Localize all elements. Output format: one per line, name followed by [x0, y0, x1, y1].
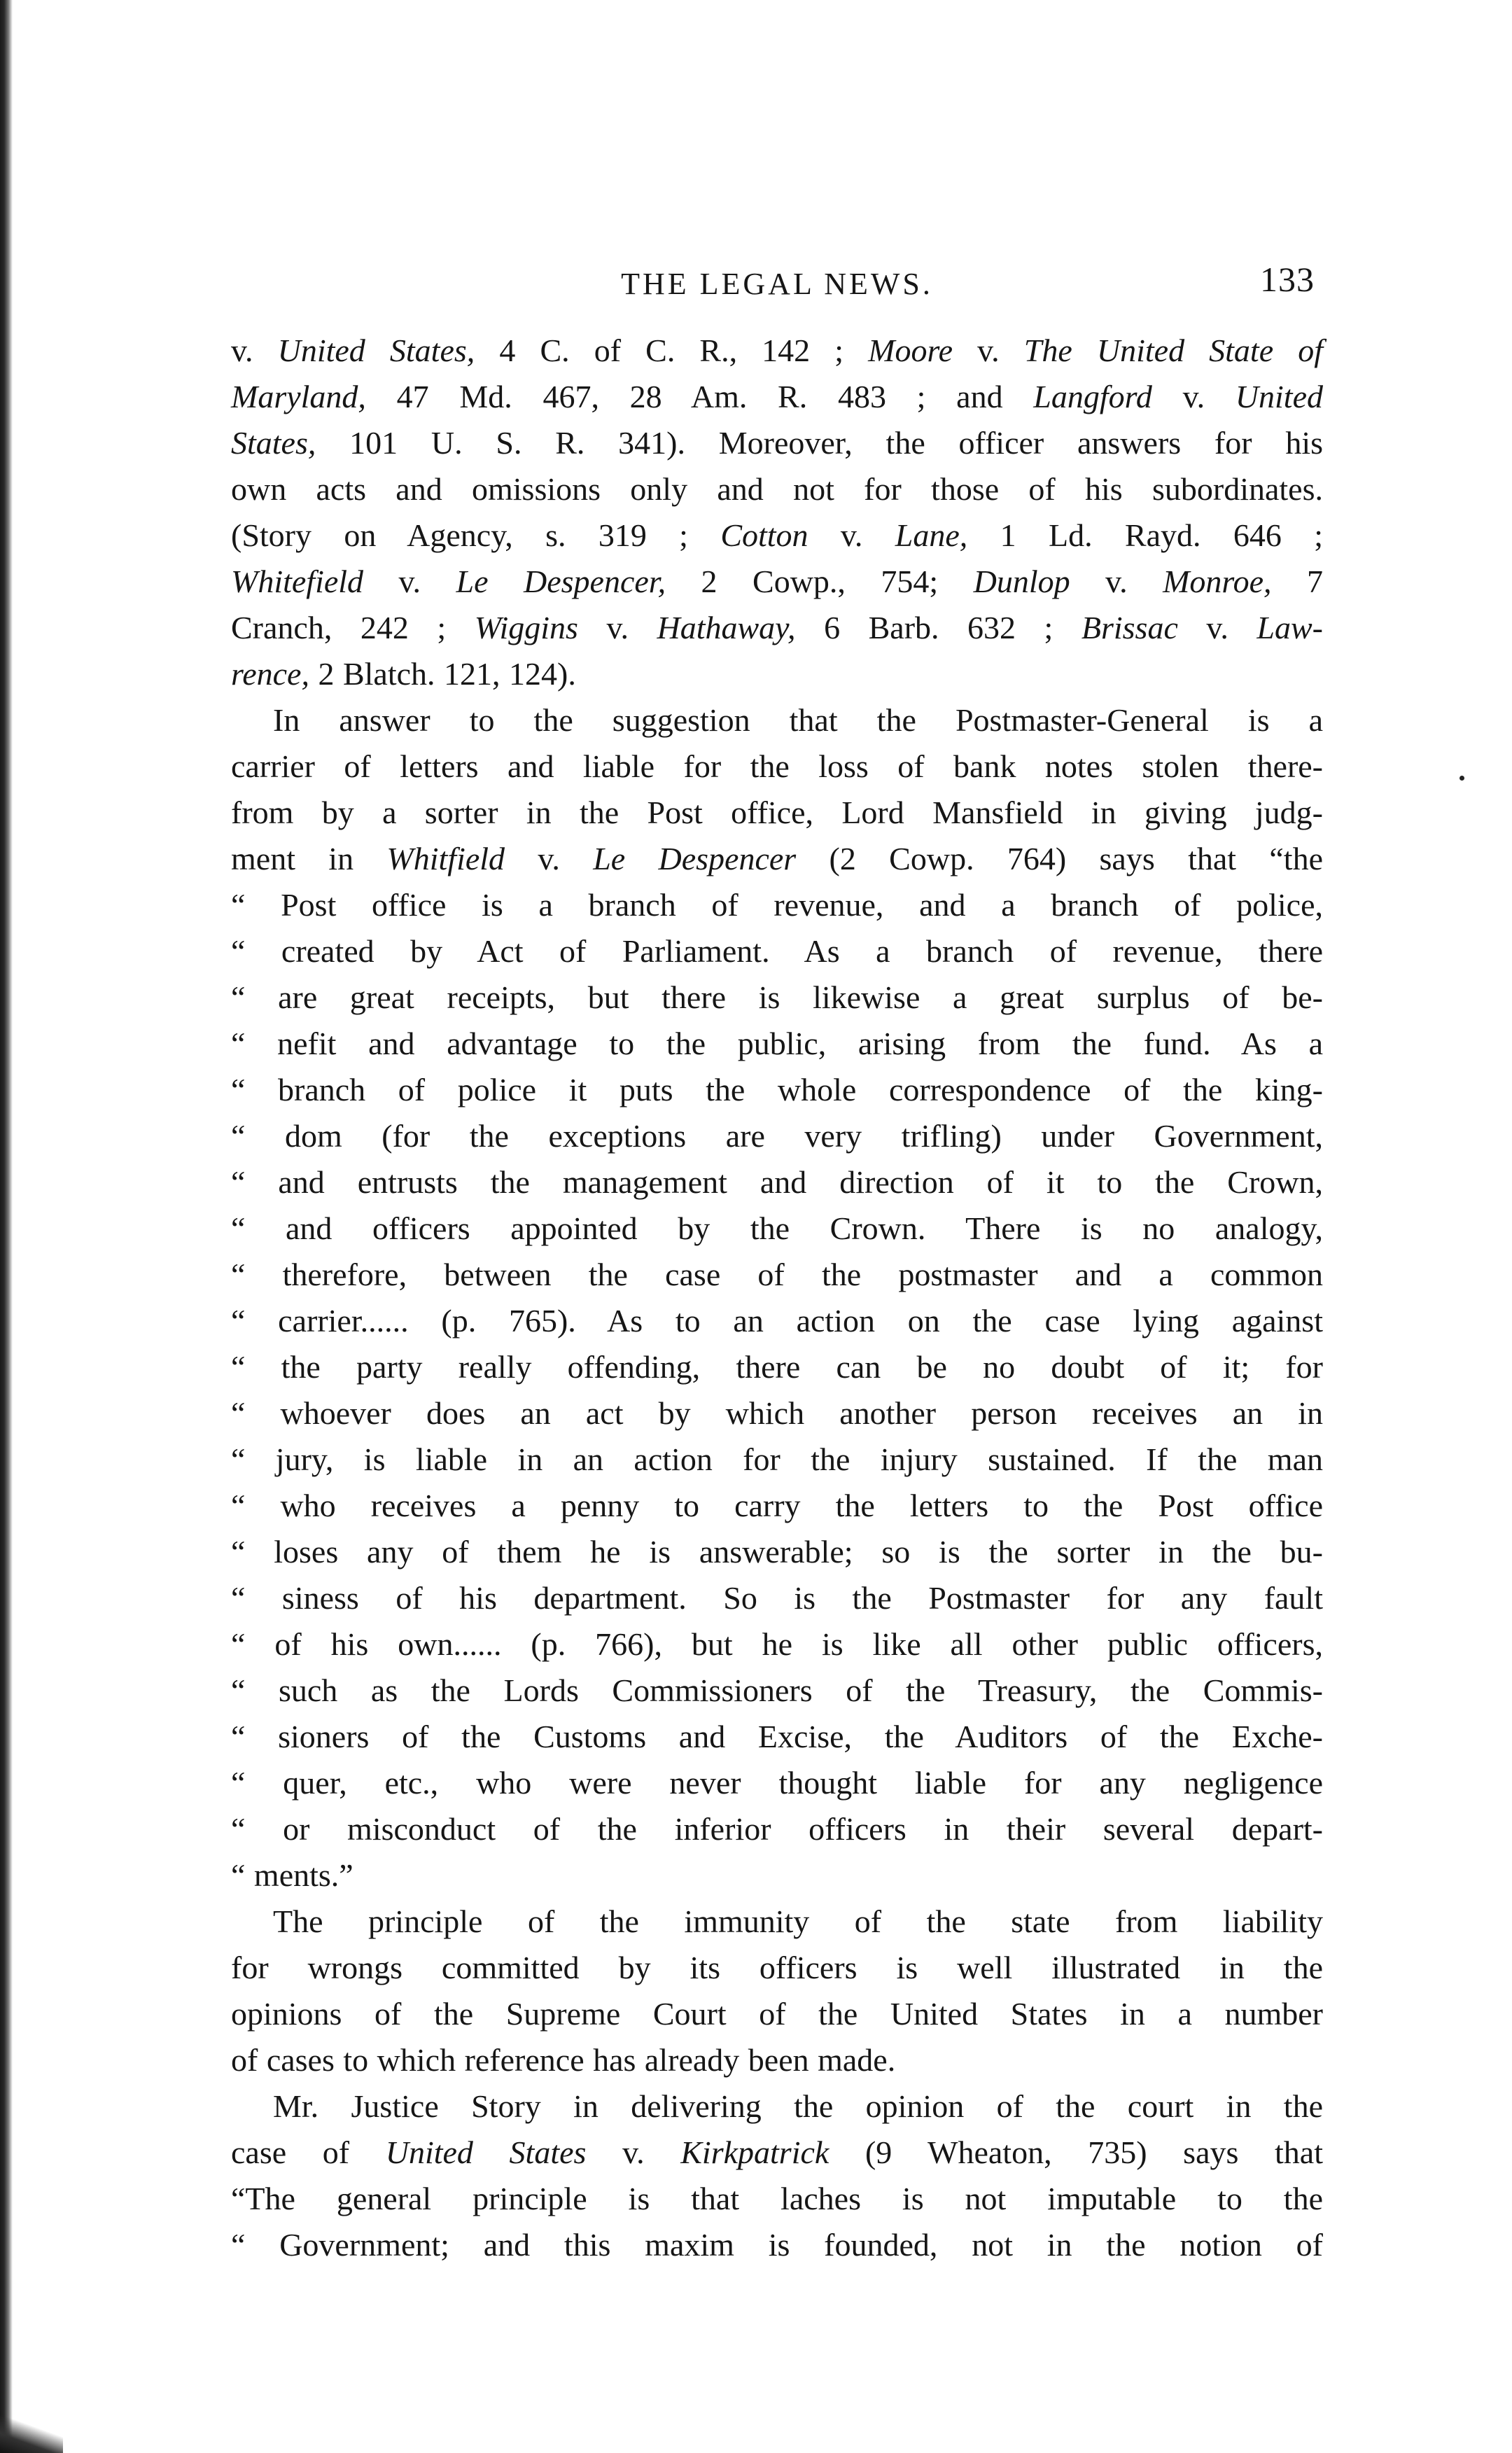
- text-line: [231, 1159, 1323, 1205]
- text-segment: “ and officers appointed by the Crown. There is no analogy,: [231, 1210, 1323, 1246]
- text-line: [231, 605, 1323, 651]
- text-segment: 2 Blatch. 121, 124).: [309, 656, 576, 692]
- text-line: [231, 1298, 1323, 1344]
- text-line: [231, 1714, 1323, 1760]
- text-segment: own acts and omissions only and not for those of his subordinates.: [231, 471, 1323, 507]
- text-segment: ment in: [231, 841, 387, 876]
- italic-citation: United States: [385, 2134, 587, 2170]
- italic-citation: Moore: [868, 333, 953, 368]
- text-segment: “ quer, etc., who were never thought liable for any negligence: [231, 1765, 1323, 1801]
- text-segment: 7: [1271, 564, 1323, 599]
- text-segment: “The general principle is that laches is not imputable to the: [231, 2181, 1323, 2216]
- text-segment: v.: [363, 564, 456, 599]
- text-segment: from by a sorter in the Post office, Lord Mansfield in giving judg-: [231, 795, 1323, 830]
- text-segment: The principle of the immunity of the state from liability: [273, 1903, 1323, 1939]
- text-segment: 2 Cowp., 754;: [666, 564, 974, 599]
- page-header: [231, 259, 1323, 308]
- text-line: [231, 2130, 1323, 2176]
- italic-citation: Law-: [1256, 610, 1324, 645]
- text-segment: 101 U. S. R. 341). Moreover, the officer answers for his: [316, 425, 1323, 461]
- italic-citation: Whitefield: [231, 564, 364, 599]
- text-segment: “ ments.”: [231, 1857, 354, 1893]
- italic-citation: Monroe,: [1163, 564, 1272, 599]
- text-line: [231, 651, 1323, 697]
- text-segment: of cases to which reference has already been made.: [231, 2042, 896, 2078]
- italic-citation: Whitfield: [386, 841, 505, 876]
- italic-citation: United: [1235, 379, 1323, 414]
- page-binding-edge: [0, 0, 13, 2453]
- text-line: [231, 743, 1323, 790]
- text-line: [231, 1806, 1323, 1852]
- text-segment: “ nefit and advantage to the public, arising from the fund. As a: [231, 1026, 1323, 1061]
- text-segment: “ jury, is liable in an action for the injury sustained. If the man: [231, 1441, 1323, 1477]
- text-line: [231, 1529, 1323, 1575]
- italic-citation: States,: [231, 425, 316, 461]
- text-segment: “ Post office is a branch of revenue, and a branch of police,: [231, 887, 1323, 923]
- italic-citation: Maryland,: [231, 379, 366, 414]
- italic-citation: Brissac: [1081, 610, 1178, 645]
- running-head: THE LEGAL NEWS.: [621, 267, 933, 301]
- text-line: [231, 559, 1323, 605]
- text-line: [231, 2222, 1323, 2268]
- text-segment: (9 Wheaton, 735) says that: [829, 2134, 1323, 2170]
- text-line: [231, 1899, 1323, 1945]
- text-line: [231, 697, 1323, 743]
- text-segment: Mr. Justice Story in delivering the opinion of the court in the: [273, 2088, 1323, 2124]
- text-line: [231, 1945, 1323, 1991]
- text-line: [231, 1067, 1323, 1113]
- text-segment: for wrongs committed by its officers is well illustrated in the: [231, 1950, 1323, 1985]
- text-segment: “ whoever does an act by which another person receives an in: [231, 1395, 1323, 1431]
- text-segment: v.: [1070, 564, 1163, 599]
- italic-citation: Hathaway,: [657, 610, 796, 645]
- italic-citation: Lane,: [895, 517, 968, 553]
- text-segment: (2 Cowp. 764) says that “the: [796, 841, 1323, 876]
- text-line: [231, 1991, 1323, 2037]
- italic-citation: Wiggins: [474, 610, 578, 645]
- text-line: [231, 1252, 1323, 1298]
- text-line: [231, 1205, 1323, 1252]
- text-segment: Cranch, 242 ;: [231, 610, 475, 645]
- text-segment: “ the party really offending, there can be no doubt of it; for: [231, 1349, 1323, 1385]
- text-line: [231, 1760, 1323, 1806]
- italic-citation: Cotton: [720, 517, 808, 553]
- text-line: [231, 1668, 1323, 1714]
- text-line: [231, 1021, 1323, 1067]
- text-segment: carrier of letters and liable for the loss of bank notes stolen there-: [231, 748, 1323, 784]
- text-segment: 1 Ld. Rayd. 646 ;: [967, 517, 1324, 553]
- italic-citation: Dunlop: [973, 564, 1070, 599]
- text-segment: v.: [1177, 610, 1257, 645]
- text-segment: “ such as the Lords Commissioners of the Treasury, the Commis-: [231, 1672, 1323, 1708]
- text-segment: “ created by Act of Parliament. As a branch of revenue, there: [231, 933, 1323, 969]
- text-segment: v.: [578, 610, 657, 645]
- italic-citation: United States,: [277, 333, 475, 368]
- text-segment: “ loses any of them he is answerable; so is the sorter in the bu-: [231, 1534, 1323, 1570]
- text-line: [231, 512, 1323, 559]
- text-line: [231, 328, 1323, 374]
- text-line: [231, 1575, 1323, 1621]
- text-segment: “ or misconduct of the inferior officers in their several depart-: [231, 1811, 1323, 1847]
- print-speck: [1460, 776, 1464, 781]
- text-line: [231, 1483, 1323, 1529]
- page-number: 133: [1260, 260, 1315, 299]
- text-line: [231, 1621, 1323, 1668]
- text-segment: v.: [231, 333, 278, 368]
- text-line: [231, 836, 1323, 882]
- text-line: [231, 2176, 1323, 2222]
- text-line: [231, 374, 1323, 420]
- text-line: [231, 2037, 1323, 2083]
- text-segment: “ dom (for the exceptions are very trifling) under Government,: [231, 1118, 1323, 1154]
- text-line: [231, 974, 1323, 1021]
- text-line: [231, 466, 1323, 512]
- text-segment: “ of his own...... (p. 766), but he is like all other public officers,: [231, 1626, 1323, 1662]
- text-segment: “ sioners of the Customs and Excise, the Auditors of the Exche-: [231, 1719, 1323, 1754]
- italic-citation: Le Despencer,: [456, 564, 666, 599]
- text-line: [231, 1113, 1323, 1159]
- text-segment: “ carrier...... (p. 765). As to an action on the case lying against: [231, 1303, 1323, 1339]
- text-segment: (Story on Agency, s. 319 ;: [231, 517, 721, 553]
- text-segment: opinions of the Supreme Court of the United States in a number: [231, 1996, 1323, 2032]
- italic-citation: Langford: [1033, 379, 1152, 414]
- text-segment: 6 Barb. 632 ;: [795, 610, 1082, 645]
- text-line: [231, 1437, 1323, 1483]
- italic-citation: rence,: [231, 656, 309, 692]
- text-segment: v.: [1152, 379, 1236, 414]
- text-line: [231, 882, 1323, 928]
- text-line: [231, 1344, 1323, 1390]
- text-segment: “ who receives a penny to carry the letters to the Post office: [231, 1488, 1323, 1523]
- text-segment: In answer to the suggestion that the Postmaster-General is a: [273, 702, 1323, 738]
- text-segment: case of: [231, 2134, 386, 2170]
- text-segment: “ and entrusts the management and direction of it to the Crown,: [231, 1164, 1323, 1200]
- italic-citation: Kirkpatrick: [680, 2134, 830, 2170]
- text-segment: v.: [808, 517, 895, 553]
- text-segment: 4 C. of C. R., 142 ;: [475, 333, 869, 368]
- text-segment: “ Government; and this maxim is founded, not in the notion of: [231, 2227, 1323, 2263]
- text-segment: “ branch of police it puts the whole correspondence of the king-: [231, 1072, 1323, 1107]
- text-segment: “ siness of his department. So is the Postmaster for any fault: [231, 1580, 1323, 1616]
- italic-citation: Le Despencer: [593, 841, 797, 876]
- text-line: [231, 420, 1323, 466]
- body-text: [231, 328, 1323, 2268]
- text-line: [231, 1852, 1323, 1899]
- text-line: [231, 928, 1323, 974]
- text-segment: v.: [505, 841, 594, 876]
- text-segment: 47 Md. 467, 28 Am. R. 483 ; and: [365, 379, 1034, 414]
- text-segment: “ are great receipts, but there is likewise a great surplus of be-: [231, 979, 1323, 1015]
- text-line: [231, 2083, 1323, 2130]
- text-line: [231, 790, 1323, 836]
- text-segment: v.: [586, 2134, 681, 2170]
- page-corner-shadow: [0, 2411, 63, 2453]
- text-line: [231, 1390, 1323, 1437]
- text-segment: v.: [953, 333, 1024, 368]
- text-segment: “ therefore, between the case of the postmaster and a common: [231, 1257, 1323, 1292]
- italic-citation: The United State of: [1023, 333, 1324, 368]
